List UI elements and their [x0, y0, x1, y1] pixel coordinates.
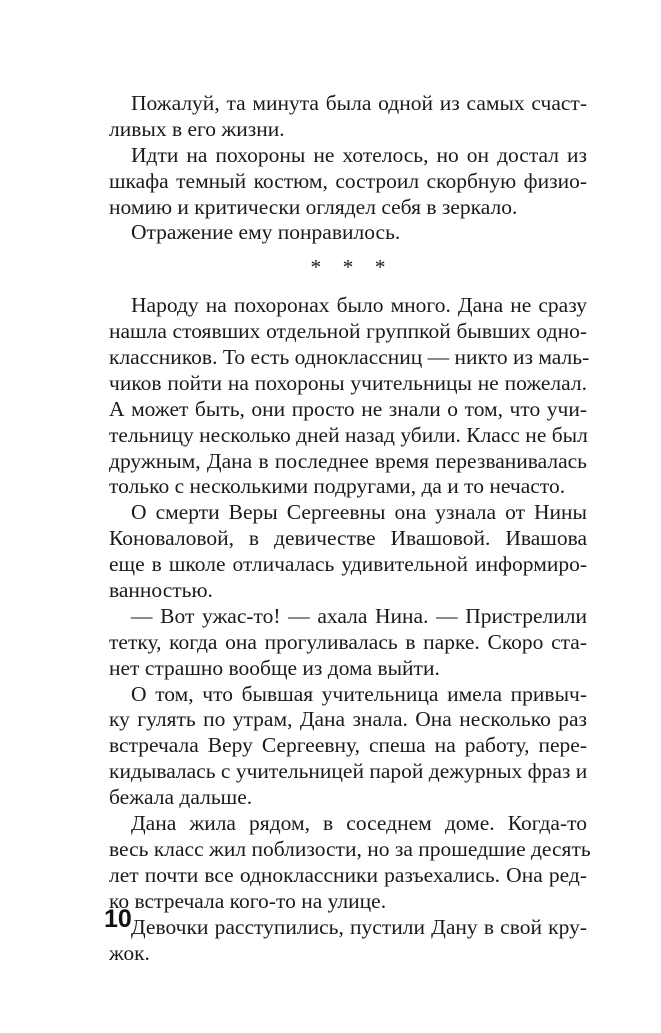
text-line: только с несколькими подругами, да и то нечасто. [109, 474, 566, 499]
text-line: Народу на похоронах было много. Дана не сразу [131, 293, 587, 318]
text-line: нет страшно вообще из дома выйти. [109, 655, 440, 680]
text-line: Дана жила рядом, в соседнем доме. Когда-то [131, 811, 587, 836]
text-line: встречала Веру Сергеевну, спеша на работу, пере- [109, 733, 587, 758]
text-line: А может быть, они просто не знали о том, что учи- [109, 396, 587, 421]
text-line: весь класс жил поблизости, но за прошедшие десять [109, 836, 591, 861]
text-line: тельницу несколько дней назад убили. Класс не был [109, 422, 588, 447]
text-line: классников. То есть одноклассниц — никто из маль- [109, 345, 590, 370]
text-line: кидывалась с учительницей парой дежурных фраз и [109, 759, 588, 784]
text-line: ливых в его жизни. [109, 116, 285, 141]
page-number: 10 [104, 905, 132, 933]
paragraph [109, 811, 591, 915]
text-line: еще в школе отличалась удивительной информиро- [109, 552, 587, 577]
text-line: Девочки расступились, пустили Дану в свой кру- [131, 914, 587, 939]
text-line: номию и критически оглядел себя в зеркало. [109, 194, 518, 219]
paragraph [109, 915, 587, 967]
text-line: Отражение ему понравилось. [131, 220, 401, 245]
text-line: Коноваловой, в девичестве Ивашовой. Ивашова [109, 526, 587, 551]
paragraph [109, 293, 590, 500]
page-body [109, 91, 591, 966]
text-line: лет почти все одноклассники разъехались. Она ред- [109, 862, 587, 887]
text-line: Пожалуй, та минута была одной из самых счаст- [131, 91, 587, 115]
text-line: жок. [109, 940, 150, 965]
paragraph [109, 500, 587, 604]
text-line: Идти на похороны не хотелось, но он достал из [131, 142, 587, 167]
asterism-star: * [374, 255, 386, 280]
text-line: ку гулять по утрам, Дана знала. Она несколько раз [109, 707, 587, 732]
text-line: шкафа темный костюм, состроил скорбную физио- [109, 168, 587, 193]
text-line: — Вот ужас-то! — ахала Нина. — Пристрелили [131, 603, 587, 628]
asterism-star: * [342, 255, 354, 280]
section-break-asterism [109, 255, 587, 281]
paragraph [109, 682, 587, 811]
paragraph [109, 143, 587, 221]
text-block-top [109, 91, 587, 246]
text-line: тетку, когда она прогуливалась в парке. Скоро ста- [109, 629, 587, 654]
paragraph [109, 604, 587, 682]
text-line: бежала дальше. [109, 785, 253, 810]
text-line: дружным, Дана в последнее время перезванивалась [109, 448, 587, 473]
text-line: ко встречала кого-то на улице. [109, 888, 387, 913]
paragraph [109, 220, 587, 246]
text-line: чиков пойти на похороны учительницы не пожелал. [109, 370, 587, 395]
text-line: О том, что бывшая учительница имела привыч- [131, 681, 587, 706]
text-block-bottom [109, 293, 591, 966]
text-line: О смерти Веры Сергеевны она узнала от Нины [131, 500, 587, 525]
text-line: ванностью. [109, 578, 213, 603]
paragraph [109, 91, 587, 143]
text-line: нашла стоявших отдельной группкой бывших одно- [109, 319, 587, 344]
asterism-star: * [310, 255, 322, 280]
